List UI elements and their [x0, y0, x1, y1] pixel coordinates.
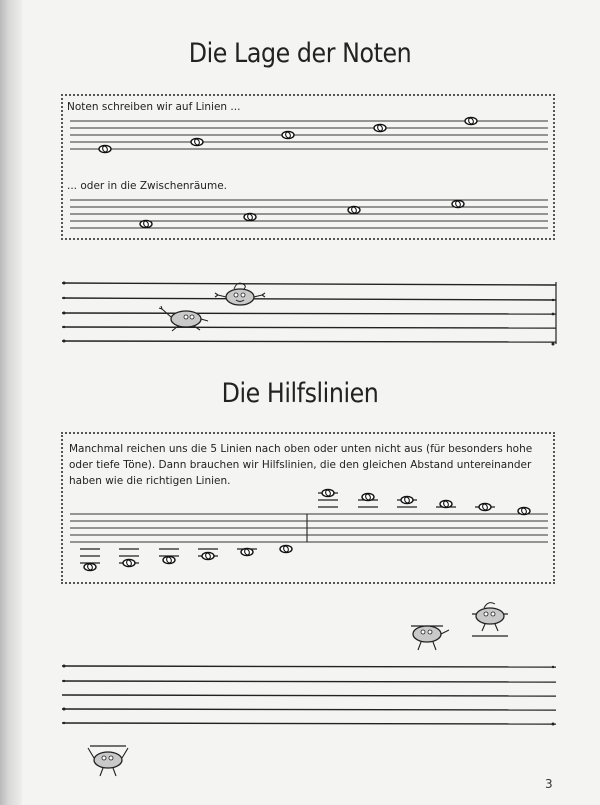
whole-note-icon [518, 507, 530, 514]
note-character-icon [411, 626, 449, 650]
whole-note-icon [191, 138, 203, 145]
whole-note-icon [322, 489, 334, 496]
whole-note-icon [123, 559, 135, 566]
note-character-icon [215, 283, 265, 305]
whole-note-icon [362, 493, 374, 500]
whole-note-icon [479, 503, 491, 510]
whole-note-icon [440, 500, 452, 507]
whole-note-icon [374, 124, 386, 131]
staff-lines-example [70, 121, 548, 149]
whole-note-icon [84, 563, 96, 570]
page-number: 3 [545, 777, 553, 791]
whole-note-icon [452, 200, 464, 207]
whole-note-icon [282, 131, 294, 138]
whole-note-icon [280, 545, 292, 552]
whole-note-icon [202, 552, 214, 559]
note-character-icon [472, 603, 508, 636]
whole-note-icon [244, 213, 256, 220]
caption-notes-in-spaces: ... oder in die Zwischenräume. [67, 180, 227, 192]
whole-note-icon [401, 496, 413, 503]
large-staff-upper [62, 282, 556, 344]
caption-notes-on-lines: Noten schreiben wir auf Linien ... [67, 101, 241, 113]
page-title: Die Lage der Noten [188, 38, 412, 69]
whole-note-icon [140, 220, 152, 227]
whole-note-icon [99, 145, 111, 152]
whole-note-icon [241, 548, 253, 555]
whole-note-icon [348, 206, 360, 213]
whole-note-icon [465, 117, 477, 124]
note-character-icon [88, 746, 128, 776]
large-staff-lower [62, 666, 556, 724]
ledger-staff [70, 514, 548, 542]
whole-note-icon [163, 556, 175, 563]
section-title: Die Hilfslinien [221, 378, 379, 409]
ledger-lines-explanation: Manchmal reichen uns die 5 Linien nach oben oder unten nicht aus (für besonders hohe oder tiefe Töne). Dann brauchen wir Hilfslinien, die den gleichen Abstand untereinander haben wie die richtigen Linien. [69, 443, 533, 487]
